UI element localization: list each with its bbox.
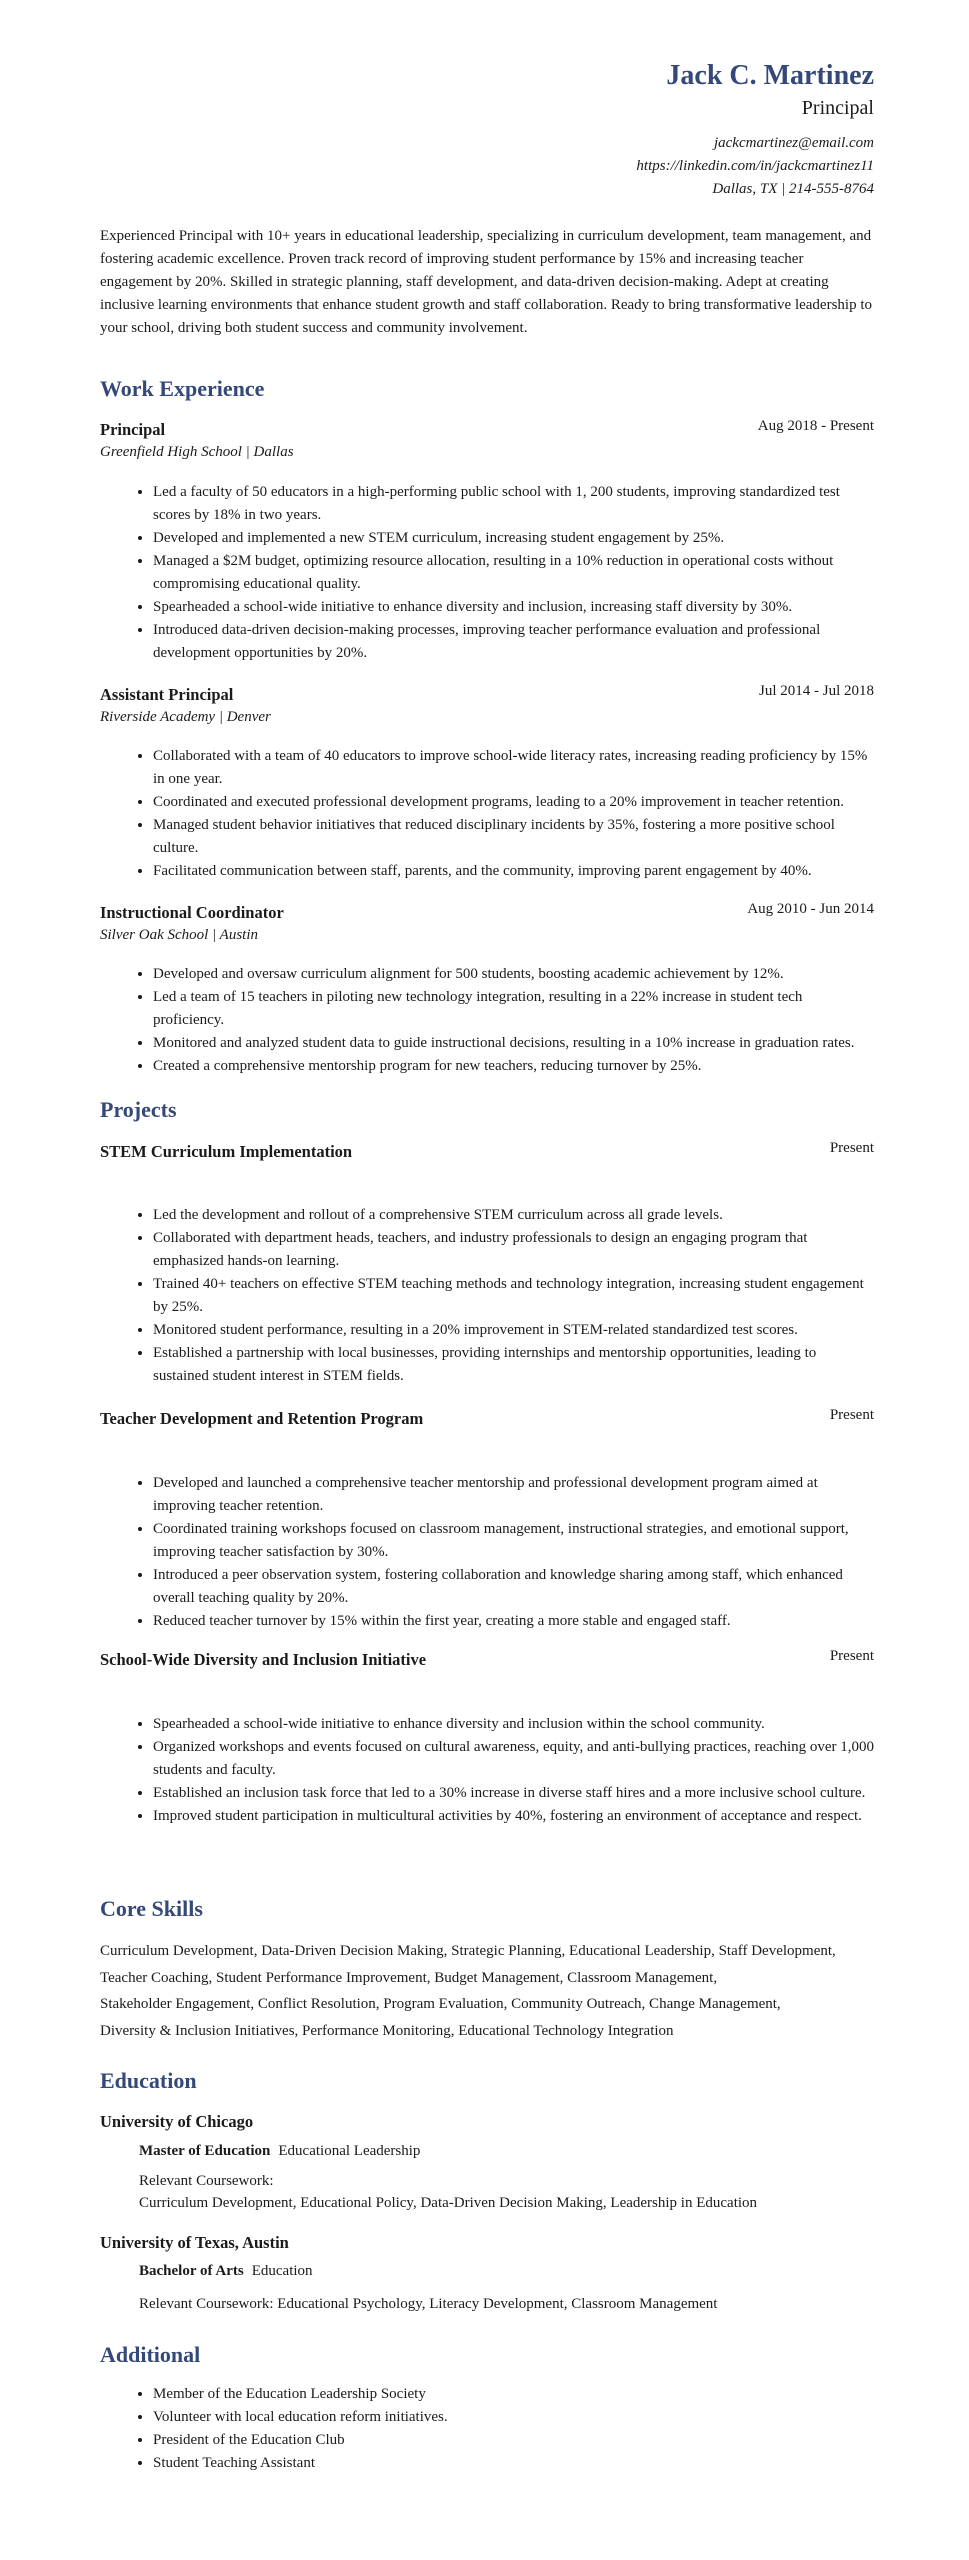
coursework: Relevant Coursework: Educational Psychology, Literacy Development, Classroom Management: [139, 2296, 718, 2312]
list-item: • Introduced data-driven decision-making processes, improving teacher performance evaluation and professional development opportunities by 20%.: [153, 619, 875, 665]
skills-line: Teacher Coaching, Student Performance Improvement, Budget Management, Classroom Management,: [100, 1969, 718, 1986]
list-item: • Monitored and analyzed student data to guide instructional decisions, resulting in a 10% increase in graduation rates.: [153, 1032, 875, 1055]
job-title: Principal: [100, 420, 166, 439]
list-item: • Organized workshops and events focused on cultural awareness, equity, and anti-bullying practices, reaching over 1,000 students and faculty.: [153, 1736, 875, 1782]
skills-line: Stakeholder Engagement, Conflict Resolution, Program Evaluation, Community Outreach, Change Management,: [100, 1996, 781, 2012]
section-heading-additional: Additional: [100, 2342, 201, 2367]
job-bullets: [100, 745, 875, 883]
job-dates: Aug 2010 - Jun 2014: [747, 901, 874, 917]
section-heading-work: Work Experience: [100, 376, 265, 401]
candidate-title: Principal: [801, 97, 874, 119]
list-item: • Improved student participation in multicultural activities by 40%, fostering an environment of acceptance and respect.: [153, 1805, 875, 1828]
degree-field: Education: [251, 2263, 313, 2279]
degree-name: Bachelor of Arts: [139, 2263, 244, 2279]
list-item: • Led a faculty of 50 educators in a high-performing public school with 1, 200 students, improving standardized test scores by 18% in two years.: [153, 481, 875, 527]
project-dates: Present: [829, 1648, 874, 1664]
job-company: Greenfield High School | Dallas: [100, 444, 294, 460]
degree-field: Educational Leadership: [278, 2143, 421, 2159]
school-name: University of Texas, Austin: [100, 2233, 289, 2252]
list-item: • Established an inclusion task force that led to a 30% increase in diverse staff hires and a more inclusive school culture.: [153, 1782, 875, 1805]
coursework-label: Relevant Coursework:: [139, 2173, 274, 2189]
project-title: School-Wide Diversity and Inclusion Initiative: [100, 1650, 427, 1669]
job-title: Assistant Principal: [100, 685, 234, 704]
list-item: • Spearheaded a school-wide initiative to enhance diversity and inclusion, increasing staff diversity by 30%.: [153, 596, 875, 619]
skills-line: Curriculum Development, Data-Driven Decision Making, Strategic Planning, Educational Leadership, Staff Development,: [100, 1943, 836, 1959]
job-dates: Jul 2014 - Jul 2018: [758, 683, 874, 699]
candidate-name: Jack C. Martinez: [666, 60, 874, 91]
project-title: Teacher Development and Retention Program: [100, 1409, 424, 1428]
list-item: • Introduced a peer observation system, fostering collaboration and knowledge sharing among staff, which enhanced overall teaching quality by 20%.: [153, 1564, 875, 1610]
list-item: • Created a comprehensive mentorship program for new teachers, reducing turnover by 25%.: [153, 1055, 875, 1078]
list-item: • Developed and launched a comprehensive teacher mentorship and professional development program aimed at improving teacher retention.: [153, 1472, 875, 1518]
list-item: • Collaborated with department heads, teachers, and industry professionals to design an engaging program that emphasized hands-on learning.: [153, 1227, 875, 1273]
list-item: • Led the development and rollout of a comprehensive STEM curriculum across all grade levels.: [153, 1204, 875, 1227]
job-title: Instructional Coordinator: [100, 903, 284, 922]
project-title: STEM Curriculum Implementation: [100, 1142, 353, 1161]
skills-list: [100, 1938, 875, 2044]
degree: [139, 2263, 313, 2280]
section-heading-skills: Core Skills: [100, 1896, 203, 1921]
project-bullets: [100, 1204, 875, 1388]
list-item: • Spearheaded a school-wide initiative to enhance diversity and inclusion within the school community.: [153, 1713, 875, 1736]
skills-line: Diversity & Inclusion Initiatives, Performance Monitoring, Educational Technology Integration: [100, 2022, 674, 2039]
list-item: • Developed and implemented a new STEM curriculum, increasing student engagement by 25%.: [153, 527, 875, 550]
list-item: • Student Teaching Assistant: [153, 2452, 875, 2475]
degree: [139, 2143, 420, 2160]
list-item: • Collaborated with a team of 40 educators to improve school-wide literacy rates, increasing reading proficiency by 15% in one year.: [153, 745, 875, 791]
list-item: • Developed and oversaw curriculum alignment for 500 students, boosting academic achievement by 12%.: [153, 963, 875, 986]
project-bullets: [100, 1713, 875, 1828]
list-item: • Monitored student performance, resulting in a 20% improvement in STEM-related standardized test scores.: [153, 1319, 875, 1342]
degree-name: Master of Education: [139, 2143, 271, 2159]
list-item: • Volunteer with local education reform initiatives.: [153, 2406, 875, 2429]
list-item: • Led a team of 15 teachers in piloting new technology integration, resulting in a 22% increase in student tech proficiency.: [153, 986, 875, 1032]
section-heading-projects: Projects: [100, 1097, 177, 1122]
list-item: • Established a partnership with local businesses, providing internships and mentorship opportunities, leading to sustained student interest in STEM fields.: [153, 1342, 875, 1388]
job-bullets: [100, 481, 875, 665]
job-company: Riverside Academy | Denver: [100, 709, 271, 725]
list-item: • Trained 40+ teachers on effective STEM teaching methods and technology integration, increasing student engagement by 25%.: [153, 1273, 875, 1319]
list-item: • Coordinated and executed professional development programs, leading to a 20% improvement in teacher retention.: [153, 791, 875, 814]
email[interactable]: jackcmartinez@email.com: [713, 135, 874, 151]
additional-list: [100, 2383, 875, 2475]
list-item: • President of the Education Club: [153, 2429, 875, 2452]
list-item: • Reduced teacher turnover by 15% within the first year, creating a more stable and engaged staff.: [153, 1610, 875, 1633]
list-item: • Member of the Education Leadership Society: [153, 2383, 875, 2406]
list-item: • Managed student behavior initiatives that reduced disciplinary incidents by 35%, fostering a more positive school culture.: [153, 814, 875, 860]
section-heading-education: Education: [100, 2068, 197, 2093]
project-dates: Present: [829, 1140, 874, 1156]
location-phone: Dallas, TX | 214-555-8764: [712, 181, 874, 197]
project-dates: Present: [829, 1407, 874, 1423]
job-dates: Aug 2018 - Present: [757, 418, 874, 434]
list-item: • Coordinated training workshops focused on classroom management, instructional strategies, and emotional support, improving teacher satisfaction by 30%.: [153, 1518, 875, 1564]
school-name: University of Chicago: [100, 2112, 254, 2131]
job-bullets: [100, 963, 875, 1078]
coursework: Curriculum Development, Educational Policy, Data-Driven Decision Making, Leadership in Education: [139, 2195, 758, 2211]
job-company: Silver Oak School | Austin: [100, 927, 258, 943]
summary: Experienced Principal with 10+ years in educational leadership, specializing in curriculum development, team management, and fostering academic excellence. Proven track record of improving student performance by 15% and increasing teacher engagement by 20%. Skilled in strategic planning, staff development, and data-driven decision-making. Adept at creating inclusive learning environments that enhance student growth and staff collaboration. Ready to bring transformative leadership to your school, driving both student success and community involvement.: [100, 228, 873, 336]
project-bullets: [100, 1472, 875, 1633]
list-item: • Managed a $2M budget, optimizing resource allocation, resulting in a 10% reduction in operational costs without compromising educational quality.: [153, 550, 875, 596]
linkedin-link[interactable]: https://linkedin.com/in/jackcmartinez11: [636, 158, 874, 174]
list-item: • Facilitated communication between staff, parents, and the community, improving parent engagement by 40%.: [153, 860, 875, 883]
